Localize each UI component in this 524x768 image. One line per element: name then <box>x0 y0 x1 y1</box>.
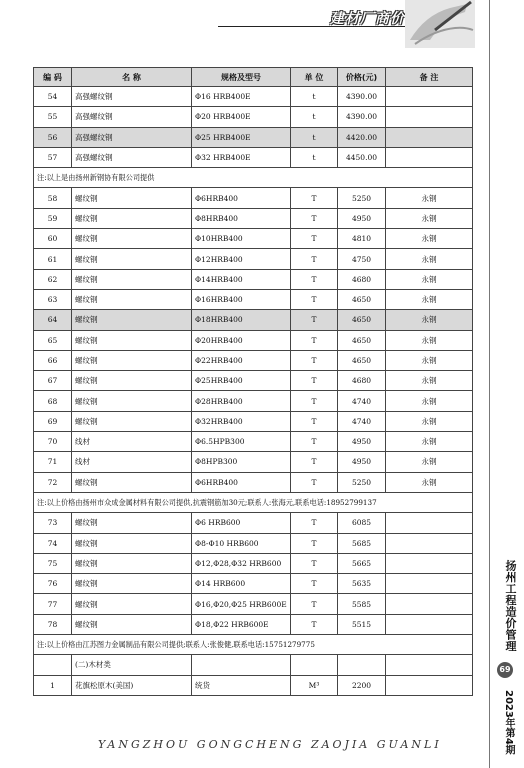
cell-spec: Φ6HRB400 <box>192 472 291 492</box>
cell-price: 4650 <box>338 330 386 350</box>
cell-code: 67 <box>34 371 72 391</box>
cell-unit: T <box>291 350 338 370</box>
note-text: 注:以上是由扬州新钢协有限公司提供 <box>34 168 473 188</box>
cell-name: 螺纹钢 <box>72 513 192 533</box>
cell-spec: Φ6.5HPB300 <box>192 432 291 452</box>
cell-spec: Φ32HRB400 <box>192 411 291 431</box>
table-row <box>34 513 473 533</box>
cell-unit: t <box>291 147 338 167</box>
cell-spec: Φ12HRB400 <box>192 249 291 269</box>
cell-unit: T <box>291 310 338 330</box>
cell-remark: 永钢 <box>386 350 473 370</box>
cell-price: 2200 <box>338 675 386 695</box>
cell-code: 60 <box>34 229 72 249</box>
cell-unit: T <box>291 533 338 553</box>
note-row <box>34 492 473 512</box>
cell-unit: T <box>291 229 338 249</box>
cell-code: 68 <box>34 391 72 411</box>
cell-code: 73 <box>34 513 72 533</box>
cell-remark <box>386 127 473 147</box>
cell-unit: T <box>291 411 338 431</box>
header-remark: 备 注 <box>386 68 473 87</box>
table-row <box>34 289 473 309</box>
cell-name: 螺纹钢 <box>72 614 192 634</box>
cell-price: 4750 <box>338 249 386 269</box>
cell-remark <box>386 655 473 675</box>
cell-code: 76 <box>34 574 72 594</box>
cell-code: 61 <box>34 249 72 269</box>
cell-price: 4420.00 <box>338 127 386 147</box>
cell-spec: Φ16 HRB400E <box>192 87 291 107</box>
cell-spec: Φ18HRB400 <box>192 310 291 330</box>
cell-name: 螺纹钢 <box>72 350 192 370</box>
cell-remark: 永钢 <box>386 452 473 472</box>
cell-price: 4950 <box>338 208 386 228</box>
cell-code: 74 <box>34 533 72 553</box>
cell-remark: 永钢 <box>386 472 473 492</box>
cell-code: 65 <box>34 330 72 350</box>
header-code: 编 码 <box>34 68 72 87</box>
cell-spec: 统货 <box>192 675 291 695</box>
table-row <box>34 147 473 167</box>
cell-remark <box>386 513 473 533</box>
cell-remark <box>386 87 473 107</box>
cell-price: 5250 <box>338 472 386 492</box>
cell-unit: T <box>291 594 338 614</box>
cell-price: 4450.00 <box>338 147 386 167</box>
cell-price: 4390.00 <box>338 87 386 107</box>
table-row <box>34 432 473 452</box>
table-row <box>34 208 473 228</box>
cell-unit: T <box>291 289 338 309</box>
cell-unit: T <box>291 574 338 594</box>
cell-name: 螺纹钢 <box>72 391 192 411</box>
cell-name: (二)木材类 <box>72 655 192 675</box>
cell-spec: Φ25HRB400 <box>192 371 291 391</box>
cell-remark: 永钢 <box>386 289 473 309</box>
cell-code: 63 <box>34 289 72 309</box>
cell-name: 螺纹钢 <box>72 533 192 553</box>
cell-remark: 永钢 <box>386 249 473 269</box>
cell-price: 5665 <box>338 553 386 573</box>
cell-price: 4390.00 <box>338 107 386 127</box>
cell-price: 4680 <box>338 269 386 289</box>
cell-price: 5515 <box>338 614 386 634</box>
cell-spec: Φ12,Φ28,Φ32 HRB600 <box>192 553 291 573</box>
cell-code: 62 <box>34 269 72 289</box>
cell-name: 高强螺纹钢 <box>72 127 192 147</box>
cell-code: 59 <box>34 208 72 228</box>
cell-name: 螺纹钢 <box>72 574 192 594</box>
cell-remark: 永钢 <box>386 330 473 350</box>
cell-price: 6085 <box>338 513 386 533</box>
cell-name: 螺纹钢 <box>72 371 192 391</box>
table-row <box>34 127 473 147</box>
table-row <box>34 371 473 391</box>
header-price: 价格(元) <box>338 68 386 87</box>
cell-code: 72 <box>34 472 72 492</box>
cell-name: 线材 <box>72 432 192 452</box>
footer-text: YANGZHOU GONGCHENG ZAOJIA GUANLI <box>98 738 442 751</box>
table-row <box>34 594 473 614</box>
table-row <box>34 533 473 553</box>
table-row <box>34 655 473 675</box>
cell-code: 1 <box>34 675 72 695</box>
cell-name: 螺纹钢 <box>72 330 192 350</box>
cell-code: 75 <box>34 553 72 573</box>
cell-spec: Φ28HRB400 <box>192 391 291 411</box>
table-row <box>34 614 473 634</box>
table-row <box>34 411 473 431</box>
cell-spec: Φ18,Φ22 HRB600E <box>192 614 291 634</box>
cell-unit: M³ <box>291 675 338 695</box>
cell-unit: T <box>291 432 338 452</box>
cell-name: 螺纹钢 <box>72 249 192 269</box>
cell-code: 70 <box>34 432 72 452</box>
table-row <box>34 391 473 411</box>
cell-code <box>34 655 72 675</box>
table-row <box>34 472 473 492</box>
cell-code: 54 <box>34 87 72 107</box>
cell-spec: Φ32 HRB400E <box>192 147 291 167</box>
cell-name: 螺纹钢 <box>72 472 192 492</box>
cell-unit <box>291 655 338 675</box>
cell-price: 5685 <box>338 533 386 553</box>
cell-spec: Φ6 HRB600 <box>192 513 291 533</box>
cell-remark: 永钢 <box>386 229 473 249</box>
cell-price: 4950 <box>338 432 386 452</box>
cell-code: 64 <box>34 310 72 330</box>
cell-spec: Φ14 HRB600 <box>192 574 291 594</box>
cell-name: 线材 <box>72 452 192 472</box>
note-row <box>34 168 473 188</box>
cell-name: 螺纹钢 <box>72 411 192 431</box>
cell-spec: Φ10HRB400 <box>192 229 291 249</box>
journal-title: 扬州工程造价管理 <box>504 560 517 652</box>
cell-price: 4740 <box>338 391 386 411</box>
table-header-row <box>34 68 473 87</box>
cell-code: 78 <box>34 614 72 634</box>
cell-spec: Φ8HPB300 <box>192 452 291 472</box>
cell-name: 螺纹钢 <box>72 208 192 228</box>
side-divider <box>489 0 490 768</box>
cell-code: 55 <box>34 107 72 127</box>
cell-unit: T <box>291 330 338 350</box>
cell-spec: Φ22HRB400 <box>192 350 291 370</box>
cell-price: 4680 <box>338 371 386 391</box>
cell-code: 58 <box>34 188 72 208</box>
note-text: 注:以上价格由江苏图力金属制品有限公司提供;联系人:张俊健,联系电话:15751279775 <box>34 635 473 655</box>
pen-hand-graphic <box>405 0 475 48</box>
cell-name: 螺纹钢 <box>72 289 192 309</box>
cell-code: 66 <box>34 350 72 370</box>
cell-remark: 永钢 <box>386 269 473 289</box>
cell-unit: T <box>291 269 338 289</box>
cell-remark <box>386 594 473 614</box>
note-row <box>34 635 473 655</box>
issue-label: 2023年第4期 <box>503 690 514 755</box>
table-row <box>34 249 473 269</box>
cell-name: 高强螺纹钢 <box>72 87 192 107</box>
cell-remark: 永钢 <box>386 208 473 228</box>
cell-price: 4810 <box>338 229 386 249</box>
cell-spec <box>192 655 291 675</box>
cell-unit: T <box>291 452 338 472</box>
cell-price: 4740 <box>338 411 386 431</box>
cell-price: 4650 <box>338 289 386 309</box>
cell-remark <box>386 574 473 594</box>
cell-remark <box>386 147 473 167</box>
cell-code: 69 <box>34 411 72 431</box>
cell-unit: T <box>291 614 338 634</box>
table-row <box>34 452 473 472</box>
cell-name: 螺纹钢 <box>72 188 192 208</box>
cell-remark: 永钢 <box>386 310 473 330</box>
table-row <box>34 675 473 695</box>
page-number: 69 <box>497 662 513 678</box>
header-name: 名 称 <box>72 68 192 87</box>
cell-remark: 永钢 <box>386 371 473 391</box>
table-row <box>34 188 473 208</box>
cell-price: 4950 <box>338 452 386 472</box>
cell-unit: T <box>291 472 338 492</box>
cell-remark: 永钢 <box>386 188 473 208</box>
table-row <box>34 269 473 289</box>
cell-spec: Φ16HRB400 <box>192 289 291 309</box>
table-row <box>34 330 473 350</box>
header-unit: 单 位 <box>291 68 338 87</box>
cell-remark <box>386 553 473 573</box>
cell-name: 螺纹钢 <box>72 269 192 289</box>
table-row <box>34 574 473 594</box>
cell-unit: T <box>291 188 338 208</box>
cell-code: 77 <box>34 594 72 614</box>
cell-name: 花旗松原木(美国) <box>72 675 192 695</box>
cell-unit: T <box>291 513 338 533</box>
cell-name: 高强螺纹钢 <box>72 147 192 167</box>
cell-unit: t <box>291 107 338 127</box>
cell-unit: T <box>291 553 338 573</box>
cell-spec: Φ14HRB400 <box>192 269 291 289</box>
cell-unit: T <box>291 208 338 228</box>
cell-spec: Φ20 HRB400E <box>192 107 291 127</box>
cell-code: 56 <box>34 127 72 147</box>
cell-name: 螺纹钢 <box>72 553 192 573</box>
cell-price: 4650 <box>338 350 386 370</box>
cell-price: 5635 <box>338 574 386 594</box>
table-row <box>34 553 473 573</box>
cell-remark <box>386 614 473 634</box>
header-spec: 规格及型号 <box>192 68 291 87</box>
cell-name: 高强螺纹钢 <box>72 107 192 127</box>
cell-unit: t <box>291 127 338 147</box>
cell-spec: Φ25 HRB400E <box>192 127 291 147</box>
cell-remark: 永钢 <box>386 411 473 431</box>
price-table <box>33 67 473 696</box>
cell-code: 71 <box>34 452 72 472</box>
cell-spec: Φ8HRB400 <box>192 208 291 228</box>
cell-unit: T <box>291 371 338 391</box>
cell-spec: Φ8-Φ10 HRB600 <box>192 533 291 553</box>
table-row <box>34 107 473 127</box>
note-text: 注:以上价格由扬州市众成金属材料有限公司提供,抗震钢筋加30元;联系人:张海元,联系电话:18952799137 <box>34 492 473 512</box>
cell-price <box>338 655 386 675</box>
cell-name: 螺纹钢 <box>72 594 192 614</box>
cell-remark <box>386 675 473 695</box>
table-row <box>34 229 473 249</box>
cell-unit: T <box>291 391 338 411</box>
cell-remark <box>386 533 473 553</box>
cell-unit: t <box>291 87 338 107</box>
table-row <box>34 350 473 370</box>
cell-name: 螺纹钢 <box>72 229 192 249</box>
cell-spec: Φ6HRB400 <box>192 188 291 208</box>
cell-spec: Φ20HRB400 <box>192 330 291 350</box>
cell-price: 5250 <box>338 188 386 208</box>
cell-price: 5585 <box>338 594 386 614</box>
cell-remark <box>386 107 473 127</box>
table-row <box>34 310 473 330</box>
cell-spec: Φ16,Φ20,Φ25 HRB600E <box>192 594 291 614</box>
cell-remark: 永钢 <box>386 391 473 411</box>
cell-price: 4650 <box>338 310 386 330</box>
cell-code: 57 <box>34 147 72 167</box>
cell-name: 螺纹钢 <box>72 310 192 330</box>
table-row <box>34 87 473 107</box>
cell-unit: T <box>291 249 338 269</box>
cell-remark: 永钢 <box>386 432 473 452</box>
section-title: 建材厂商价 <box>330 11 405 27</box>
